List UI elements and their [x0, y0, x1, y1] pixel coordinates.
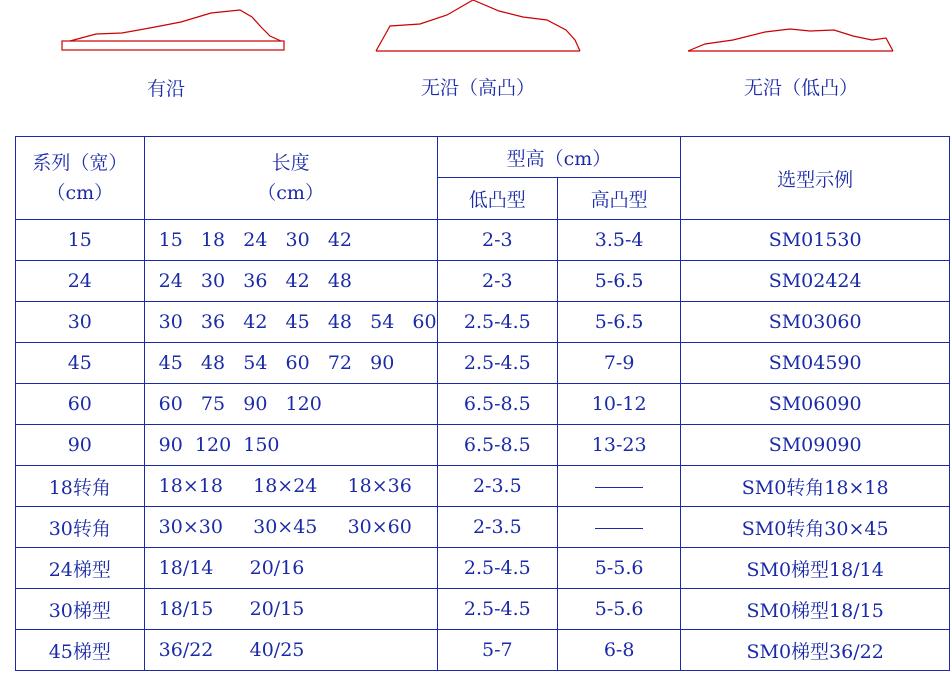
header-example: 选型示例 — [681, 137, 950, 220]
cell-series: 30转角 — [16, 507, 145, 548]
table-row — [16, 220, 950, 261]
cell-high: 13-23 — [558, 425, 681, 466]
cell-lengths: 60 75 90 120 — [144, 384, 437, 425]
cell-low: 6.5-8.5 — [437, 384, 557, 425]
cell-example: SM0梯型36/22 — [681, 630, 950, 671]
cell-example: SM02424 — [681, 261, 950, 302]
cell-low: 2.5-4.5 — [437, 343, 557, 384]
header-length-line1: 长度 — [271, 152, 310, 174]
cell-low: 2.5-4.5 — [437, 302, 557, 343]
table-row — [16, 630, 950, 671]
cell-low: 5-7 — [437, 630, 557, 671]
cell-high: 6-8 — [558, 630, 681, 671]
cell-lengths: 30 36 42 45 48 54 60 — [144, 302, 437, 343]
profile-with-rim-drawing — [62, 10, 284, 50]
header-low-convex: 低凸型 — [437, 178, 557, 220]
cell-series: 90 — [16, 425, 145, 466]
dash-mark — [595, 487, 643, 488]
cell-example: SM0梯型18/14 — [681, 548, 950, 589]
cell-high-empty — [558, 466, 681, 507]
cell-low: 6.5-8.5 — [437, 425, 557, 466]
cell-high: 5-5.6 — [558, 548, 681, 589]
cell-lengths: 15 18 24 30 42 — [144, 220, 437, 261]
cell-high: 5-6.5 — [558, 302, 681, 343]
profile-drawings — [0, 0, 950, 130]
table-row — [16, 302, 950, 343]
cell-series: 24梯型 — [16, 548, 145, 589]
cell-lengths: 24 30 36 42 48 — [144, 261, 437, 302]
cell-low: 2-3.5 — [437, 507, 557, 548]
header-height-group: 型高（cm） — [437, 137, 681, 178]
table-row — [16, 261, 950, 302]
cell-series: 18转角 — [16, 466, 145, 507]
cell-lengths: 18/15 20/15 — [144, 589, 437, 630]
profile-label-with-rim: 有沿 — [147, 78, 186, 100]
cell-example: SM01530 — [681, 220, 950, 261]
cell-lengths: 18/14 20/16 — [144, 548, 437, 589]
cell-lengths: 18×18 18×24 18×36 — [144, 466, 437, 507]
cell-low: 2.5-4.5 — [437, 548, 557, 589]
cell-low: 2-3 — [437, 220, 557, 261]
cell-example: SM09090 — [681, 425, 950, 466]
table-row — [16, 589, 950, 630]
cell-high: 5-6.5 — [558, 261, 681, 302]
table-row — [16, 548, 950, 589]
table-row — [16, 384, 950, 425]
dash-mark — [595, 528, 643, 529]
cell-example: SM06090 — [681, 384, 950, 425]
header-length — [144, 137, 437, 220]
cell-example: SM04590 — [681, 343, 950, 384]
cell-low: 2.5-4.5 — [437, 589, 557, 630]
header-series-line1: 系列（宽） — [32, 152, 128, 174]
cell-example: SM0转角18×18 — [681, 466, 950, 507]
cell-example: SM03060 — [681, 302, 950, 343]
table-row — [16, 466, 950, 507]
cell-high: 5-5.6 — [558, 589, 681, 630]
cell-lengths: 90 120 150 — [144, 425, 437, 466]
cell-low: 2-3.5 — [437, 466, 557, 507]
header-length-line2: （cm） — [257, 182, 324, 204]
profile-label-no-rim-high: 无沿（高凸） — [421, 77, 536, 99]
table-row — [16, 425, 950, 466]
spec-table — [15, 136, 950, 671]
cell-series: 24 — [16, 261, 145, 302]
cell-series: 45梯型 — [16, 630, 145, 671]
cell-series: 45 — [16, 343, 145, 384]
cell-high: 10-12 — [558, 384, 681, 425]
cell-high-empty — [558, 507, 681, 548]
cell-high: 7-9 — [558, 343, 681, 384]
cell-lengths: 45 48 54 60 72 90 — [144, 343, 437, 384]
profile-no-rim-high-drawing — [376, 0, 580, 51]
cell-series: 15 — [16, 220, 145, 261]
header-series — [16, 137, 145, 220]
cell-example: SM0转角30×45 — [681, 507, 950, 548]
cell-series: 30梯型 — [16, 589, 145, 630]
table-row — [16, 343, 950, 384]
cell-series: 30 — [16, 302, 145, 343]
profile-label-no-rim-low: 无沿（低凸） — [744, 77, 859, 99]
cell-lengths: 36/22 40/25 — [144, 630, 437, 671]
cell-lengths: 30×30 30×45 30×60 — [144, 507, 437, 548]
cell-series: 60 — [16, 384, 145, 425]
cell-high: 3.5-4 — [558, 220, 681, 261]
profile-no-rim-low-drawing — [688, 29, 893, 51]
cell-low: 2-3 — [437, 261, 557, 302]
header-series-line2: （cm） — [46, 182, 114, 204]
table-row — [16, 507, 950, 548]
cell-example: SM0梯型18/15 — [681, 589, 950, 630]
header-high-convex: 高凸型 — [558, 178, 681, 220]
